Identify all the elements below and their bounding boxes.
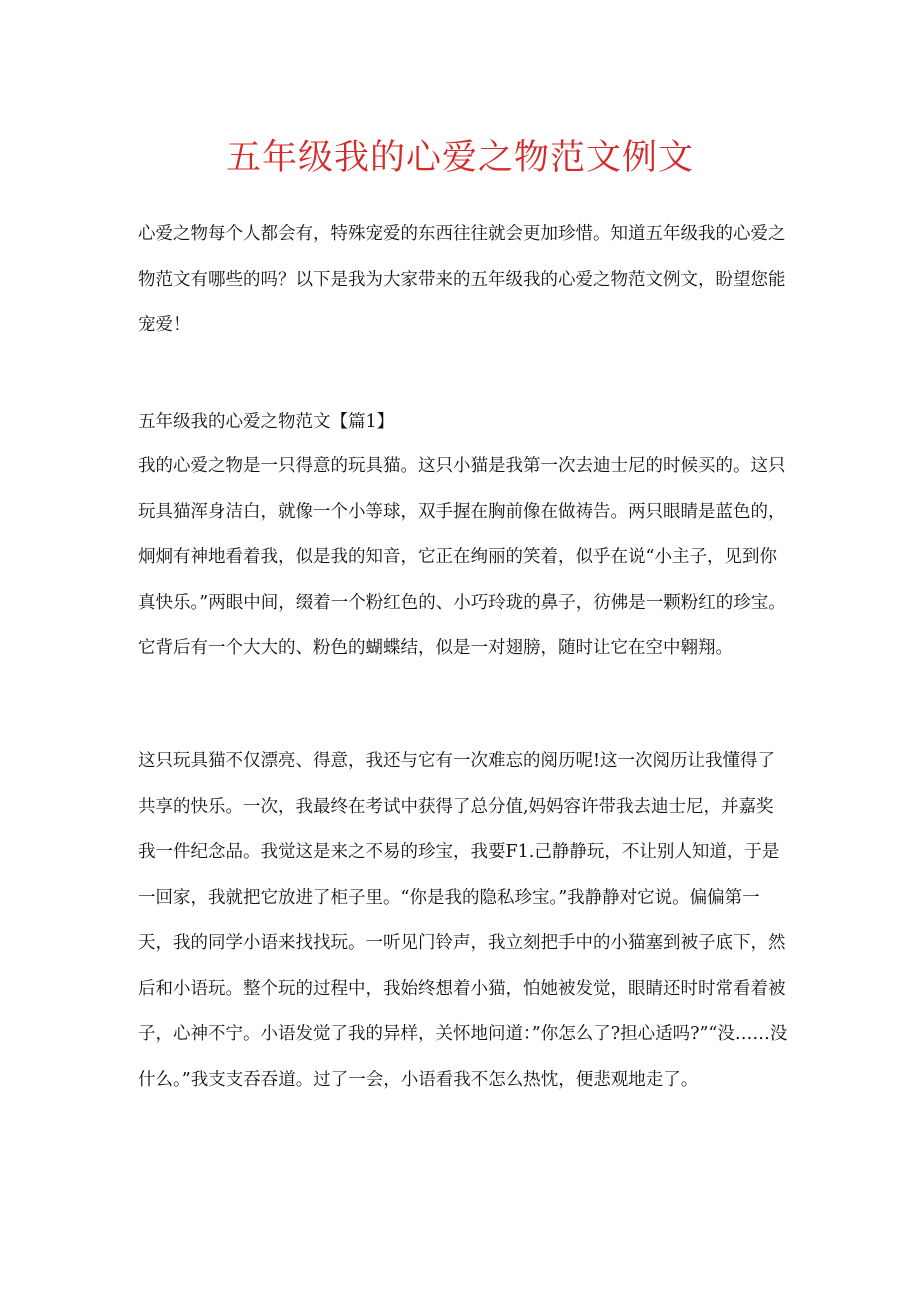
body-paragraph-1: 我的心爱之物是一只得意的玩具猫。这只小猫是我第一次去迪士尼的时候买的。这只玩具猫浑身洁白，就像一个小等球，双手握在胸前像在做祷告。两只眼睛是蓝色的，炯炯有神地看着我，似是我的知音，它正在绚丽的笑着，似乎在说“小主子，见到你真快乐。”两眼中间，缀着一个粉红色的、小巧玲珑的鼻子，彷佛是一颗粉红的珍宝。它背后有一个大大的、粉色的蝴蝶结，似是一对翅膀，随时让它在空中翱翔。 bbox=[138, 456, 786, 658]
document-title: 五年级我的心爱之物范文例文 bbox=[225, 138, 694, 178]
intro-paragraph: 心爱之物每个人都会有，特殊宠爱的东西往往就会更加珍惜。知道五年级我的心爱之物范文有哪些的吗？以下是我为大家带来的五年级我的心爱之物范文例文，盼望您能宠爱！ bbox=[138, 224, 786, 335]
body-paragraph-2: 这只玩具猫不仅漂亮、得意，我还与它有一次难忘的阅历呢!这一次阅历让我懂得了共享的快乐。一次，我最终在考试中获得了总分值,妈妈容许带我去迪士尼，并嘉奖我一件纪念品。我觉这是来之不易的珍宝，我要F1.己静静玩，不让别人知道，于是一回家，我就把它放进了柜子里。“你是我的隐私珍宝。”我静静对它说。偏偏第一天，我的同学小语来找找玩。一听见门铃声，我立刻把手中的小猫塞到被子底下，然后和小语玩。整个玩的过程中，我始终想着小猫，怕她被发觉，眼睛还时时常看着被子，心神不宁。小语发觉了我的异样，关怀地问道：”你怎么了?担心适吗?”“没……没什么。”我支支吞吞道。过了一会，小语看我不怎么热忱，便悲观地走了。 bbox=[138, 751, 788, 1090]
section-heading: 五年级我的心爱之物范文【篇1】 bbox=[138, 412, 395, 432]
